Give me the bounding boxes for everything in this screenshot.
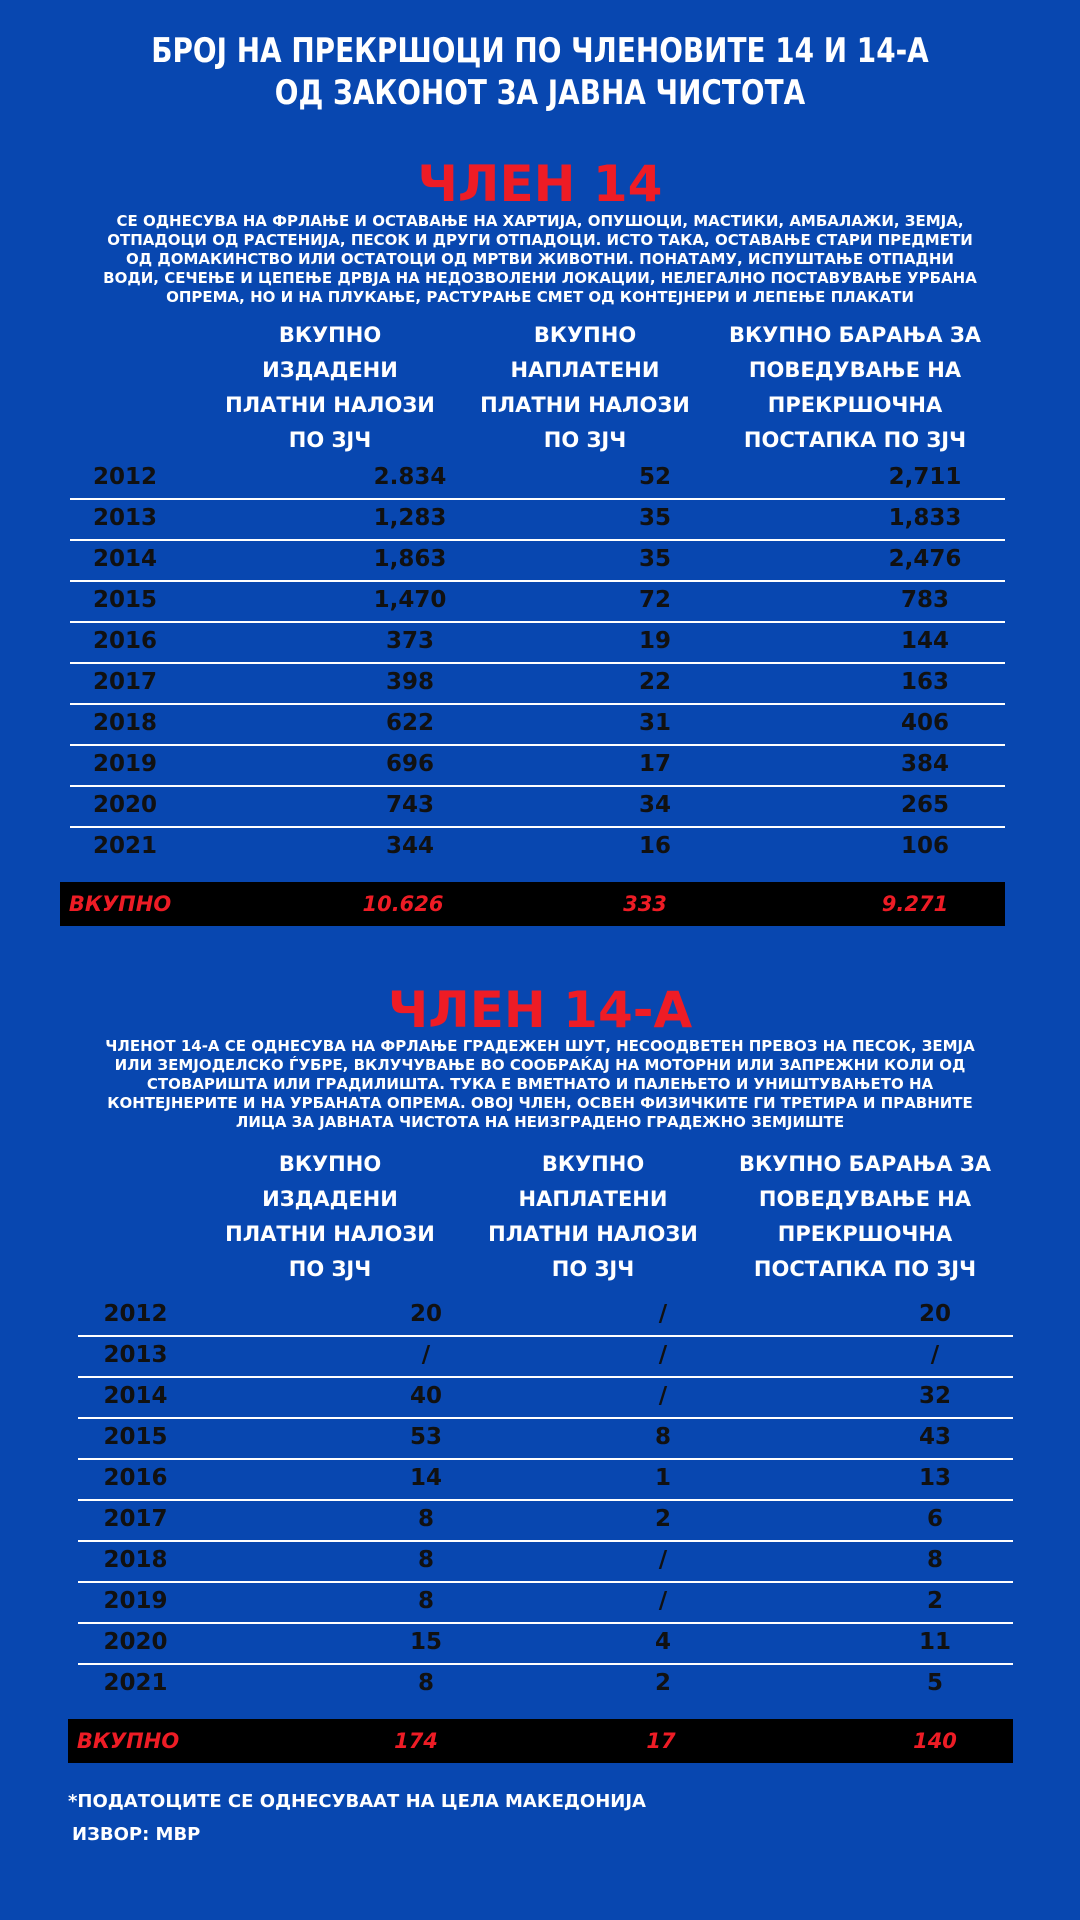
year-cell: 2016: [92, 628, 157, 654]
paid-cell: /: [658, 1588, 668, 1614]
paid-cell: /: [658, 1383, 668, 1409]
table-row: [78, 1622, 1013, 1665]
requests-cell: /: [930, 1342, 940, 1368]
table-row: [78, 1335, 1013, 1378]
paid-cell: 35: [638, 546, 671, 572]
issued-cell: 398: [385, 669, 434, 695]
total-issued-cell: 174: [394, 1729, 438, 1753]
paid-cell: /: [658, 1301, 668, 1327]
year-cell: 2015: [92, 587, 157, 613]
year-cell: 2019: [92, 751, 157, 777]
page-title-line-2: ОД ЗАКОНОТ ЗА ЈАВНА ЧИСТОТА: [274, 73, 806, 113]
total-row: [68, 1719, 1013, 1763]
paid-cell: 2: [654, 1506, 671, 1532]
issued-cell: 373: [385, 628, 434, 654]
paid-cell: 8: [654, 1424, 671, 1450]
requests-cell: 265: [900, 792, 949, 818]
requests-cell: 5: [926, 1670, 943, 1696]
year-cell: 2018: [92, 710, 157, 736]
issued-cell: 344: [385, 833, 434, 859]
issued-cell: 53: [409, 1424, 442, 1450]
table-row: [78, 1458, 1013, 1501]
table-row: [78, 1376, 1013, 1419]
paid-cell: 19: [638, 628, 671, 654]
table-row: [70, 662, 1005, 705]
requests-cell: 144: [900, 628, 949, 654]
table-row: [78, 1540, 1013, 1583]
total-issued-cell: 10.626: [362, 892, 444, 916]
year-cell: 2019: [103, 1588, 168, 1614]
year-cell: 2017: [103, 1506, 168, 1532]
issued-cell: 8: [417, 1588, 434, 1614]
section-1-header-paid: ВКУПНО НАПЛАТЕНИ ПЛАТНИ НАЛОЗИ ПО ЗЈЧ: [480, 323, 690, 452]
section-2-header-paid: ВКУПНО НАПЛАТЕНИ ПЛАТНИ НАЛОЗИ ПО ЗЈЧ: [488, 1152, 698, 1281]
table-row: [70, 457, 1005, 500]
section-2-header-issued: ВКУПНО ИЗДАДЕНИ ПЛАТНИ НАЛОЗИ ПО ЗЈЧ: [225, 1152, 435, 1281]
section-1-header-requests: ВКУПНО БАРАЊА ЗА ПОВЕДУВАЊЕ НА ПРЕКРШОЧНА ПОСТАПКА ПО ЗЈЧ: [728, 323, 982, 452]
table-row: [70, 703, 1005, 746]
requests-cell: 13: [918, 1465, 951, 1491]
requests-cell: 406: [900, 710, 949, 736]
table-row: [78, 1499, 1013, 1542]
paid-cell: 35: [638, 505, 671, 531]
issued-cell: 40: [409, 1383, 442, 1409]
table-row: [78, 1663, 1013, 1704]
table-row: [70, 580, 1005, 623]
year-cell: 2013: [103, 1342, 168, 1368]
table-row: [70, 785, 1005, 828]
section-1-header-issued: ВКУПНО ИЗДАДЕНИ ПЛАТНИ НАЛОЗИ ПО ЗЈЧ: [225, 323, 435, 452]
requests-cell: 2: [926, 1588, 943, 1614]
issued-cell: 696: [385, 751, 434, 777]
issued-cell: 1,863: [373, 546, 447, 572]
page-title-line-1: БРОЈ НА ПРЕКРШОЦИ ПО ЧЛЕНОВИТЕ 14 И 14-А: [151, 31, 929, 71]
requests-cell: 163: [900, 669, 949, 695]
paid-cell: 22: [638, 669, 671, 695]
page-title: [97, 30, 983, 114]
requests-cell: 1,833: [888, 505, 962, 531]
issued-cell: 14: [409, 1465, 442, 1491]
total-label: ВКУПНО: [68, 892, 172, 916]
requests-cell: 384: [900, 751, 949, 777]
issued-cell: 20: [409, 1301, 442, 1327]
issued-cell: 15: [409, 1629, 442, 1655]
section-2-description: ЧЛЕНОТ 14-А СЕ ОДНЕСУВА НА ФРЛАЊЕ ГРАДЕЖЕН ШУТ, НЕСООДВЕТЕН ПРЕВОЗ НА ПЕСОК, ЗЕМЈА ИЛИ ЗЕМЈОДЕЛСКО ЃУБРЕ, ВКЛУЧУВАЊЕ ВО СООБРАЌАЈ НА МОТОРНИ ИЛИ ЗАПРЕЖНИ КОЛИ ОД СТОВАРИШТА ИЛИ ГРАДИЛИШТА. ТУКА Е ВМЕТНАТО И ПАЛЕЊЕТО И УНИШТУВАЊЕТО НА КОНТЕЈНЕРИТЕ И НА УРБАНАТА ОПРЕМА. ОВОЈ ЧЛЕН, ОСВЕН ФИЗИЧКИТЕ ГИ ТРЕТИРА И ПРАВНИТЕ ЛИЦА ЗА ЈАВНАТА ЧИСТОТА НА НЕИЗГРАДЕНО ГРАДЕЖНО ЗЕМЈИШТЕ: [105, 1037, 975, 1131]
table-row: [78, 1581, 1013, 1624]
requests-cell: 6: [926, 1506, 943, 1532]
issued-cell: /: [421, 1342, 431, 1368]
table-row: [70, 621, 1005, 664]
issued-cell: 2.834: [373, 464, 447, 490]
paid-cell: /: [658, 1342, 668, 1368]
table-row: [70, 498, 1005, 541]
total-requests-cell: 140: [913, 1729, 957, 1753]
paid-cell: 2: [654, 1670, 671, 1696]
section-2-header-requests: ВКУПНО БАРАЊА ЗА ПОВЕДУВАЊЕ НА ПРЕКРШОЧНА ПОСТАПКА ПО ЗЈЧ: [738, 1152, 992, 1281]
year-cell: 2013: [92, 505, 157, 531]
total-label: ВКУПНО: [76, 1729, 180, 1753]
year-cell: 2014: [103, 1383, 168, 1409]
requests-cell: 106: [900, 833, 949, 859]
paid-cell: 72: [638, 587, 671, 613]
requests-cell: 8: [926, 1547, 943, 1573]
requests-cell: 783: [900, 587, 949, 613]
issued-cell: 622: [385, 710, 434, 736]
issued-cell: 8: [417, 1506, 434, 1532]
year-cell: 2014: [92, 546, 157, 572]
table-row: [78, 1294, 1013, 1337]
total-requests-cell: 9.271: [881, 892, 949, 916]
total-row: [60, 882, 1005, 926]
year-cell: 2020: [92, 792, 157, 818]
table-row: [70, 539, 1005, 582]
section-1-title: ЧЛЕН 14: [417, 155, 663, 213]
issued-cell: 8: [417, 1547, 434, 1573]
section-2-title: ЧЛЕН 14-А: [387, 981, 693, 1039]
issued-cell: 8: [417, 1670, 434, 1696]
requests-cell: 32: [918, 1383, 951, 1409]
year-cell: 2021: [92, 833, 157, 859]
issued-cell: 743: [385, 792, 434, 818]
requests-cell: 20: [918, 1301, 951, 1327]
requests-cell: 43: [918, 1424, 951, 1450]
year-cell: 2021: [103, 1670, 168, 1696]
table-row: [70, 826, 1005, 867]
table-row: [78, 1417, 1013, 1460]
requests-cell: 2,711: [888, 464, 962, 490]
total-paid-cell: 333: [623, 892, 667, 916]
paid-cell: /: [658, 1547, 668, 1573]
year-cell: 2012: [103, 1301, 168, 1327]
issued-cell: 1,470: [373, 587, 447, 613]
requests-cell: 11: [918, 1629, 951, 1655]
footnote-source: ИЗВОР: МВР: [72, 1824, 201, 1845]
year-cell: 2020: [103, 1629, 168, 1655]
paid-cell: 16: [638, 833, 671, 859]
paid-cell: 4: [654, 1629, 671, 1655]
total-paid-cell: 17: [646, 1729, 676, 1753]
table-row: [70, 744, 1005, 787]
issued-cell: 1,283: [373, 505, 447, 531]
footnote-note: *ПОДАТОЦИТЕ СЕ ОДНЕСУВААТ НА ЦЕЛА МАКЕДОНИЈА: [68, 1791, 646, 1812]
year-cell: 2016: [103, 1465, 168, 1491]
year-cell: 2012: [92, 464, 157, 490]
paid-cell: 52: [638, 464, 671, 490]
paid-cell: 31: [638, 710, 671, 736]
paid-cell: 1: [654, 1465, 671, 1491]
requests-cell: 2,476: [888, 546, 962, 572]
paid-cell: 34: [638, 792, 671, 818]
section-1-description: СЕ ОДНЕСУВА НА ФРЛАЊЕ И ОСТАВАЊЕ НА ХАРТИЈА, ОПУШОЦИ, МАСТИКИ, АМБАЛАЖИ, ЗЕМЈА, ОТПАДОЦИ ОД РАСТЕНИЈА, ПЕСОК И ДРУГИ ОТПАДОЦИ. ИСТО ТАКА, ОСТАВАЊЕ СТАРИ ПРЕДМЕТИ ОД ДОМАКИНСТВО ИЛИ ОСТАТОЦИ ОД МРТВИ ЖИВОТНИ. ПОНАТАМУ, ИСПУШТАЊЕ ОТПАДНИ ВОДИ, СЕЧЕЊЕ И ЦЕПЕЊЕ ДРВЈА НА НЕДОЗВОЛЕНИ ЛОКАЦИИ, НЕЛЕГАЛНО ПОСТАВУВАЊЕ УРБАНА ОПРЕМА, НО И НА ПЛУКАЊЕ, РАСТУРАЊЕ СМЕТ ОД КОНТЕЈНЕРИ И ЛЕПЕЊЕ ПЛАКАТИ: [103, 212, 977, 306]
year-cell: 2018: [103, 1547, 168, 1573]
year-cell: 2017: [92, 669, 157, 695]
year-cell: 2015: [103, 1424, 168, 1450]
paid-cell: 17: [638, 751, 671, 777]
